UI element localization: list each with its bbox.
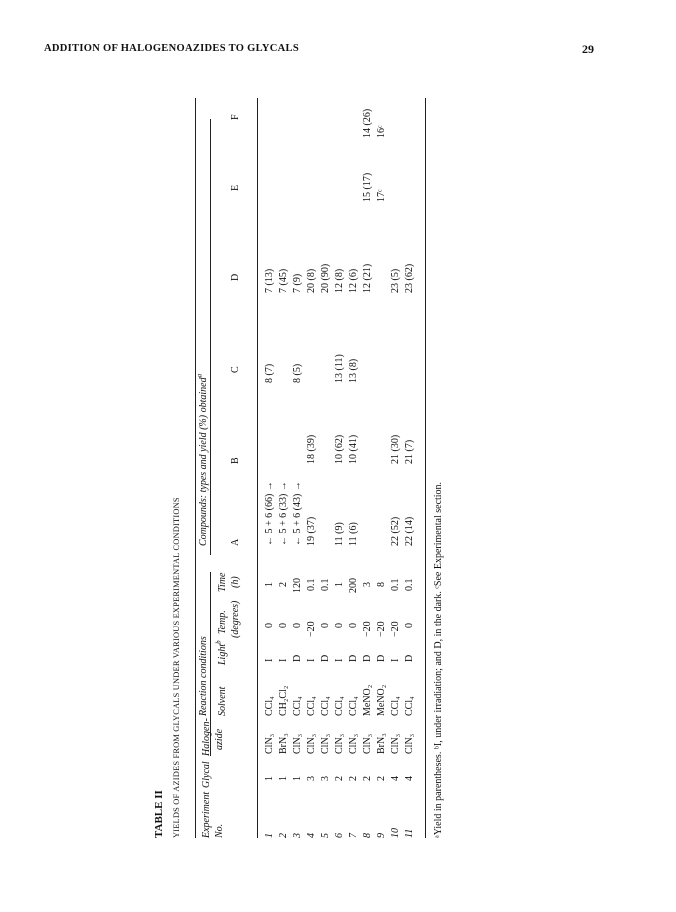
cell-light: I: [278, 658, 289, 662]
cell-no: 8: [362, 833, 373, 838]
cell-time: 0.1: [320, 578, 331, 591]
cell-no: 9: [376, 833, 387, 838]
cell-azide: ClN₃: [390, 733, 401, 754]
cell-time: 0.1: [404, 578, 415, 591]
header-experiment: Experiment: [201, 791, 212, 838]
cell-glycal: 3: [306, 776, 317, 781]
cell-no: 2: [278, 833, 289, 838]
cell-azide: BrN₃: [376, 733, 387, 754]
header-reaction-conditions: Reaction conditions: [198, 636, 209, 716]
cell-temp: 0: [278, 623, 289, 628]
cell-time: 1: [334, 582, 345, 587]
cell-d: 20 (8): [306, 268, 317, 293]
cell-c: 13 (8): [348, 358, 359, 383]
cell-c: 8 (7): [264, 363, 275, 383]
cell-temp: 0: [404, 623, 415, 628]
cell-temp: −20: [376, 621, 387, 637]
cell-time: 120: [292, 578, 303, 593]
cell-time: 0.1: [306, 578, 317, 591]
cell-glycal: 1: [292, 776, 303, 781]
cell-glycal: 4: [404, 776, 415, 781]
cell-time: 0.1: [390, 578, 401, 591]
cell-solvent: CCl₄: [264, 696, 275, 716]
cell-c: 13 (11): [334, 354, 345, 383]
cell-no: 10: [390, 828, 401, 838]
cell-azide: BrN₃: [278, 733, 289, 754]
cell-light: D: [320, 654, 331, 662]
header-glycal: Glycal: [201, 761, 212, 788]
cell-glycal: 1: [278, 776, 289, 781]
cell-a: 11 (6): [348, 522, 359, 546]
header-azide: azide: [214, 728, 225, 750]
cell-a: 19 (37): [306, 516, 317, 546]
cell-d: 23 (62): [404, 263, 415, 293]
cell-solvent: MeNO₂: [362, 684, 373, 716]
table-caption: TABLE II: [153, 790, 165, 838]
header-no: No.: [214, 823, 225, 838]
table-footnote: ᵃYield in parentheses. ᵇI, under irradiation; and D, in the dark. ᶜSee Experimental section.: [433, 481, 444, 838]
cell-azide: ClN₃: [306, 733, 317, 754]
cell-light: D: [404, 654, 415, 662]
cell-d: 23 (5): [390, 268, 401, 293]
cell-b: 21 (7): [404, 439, 415, 464]
cell-no: 5: [320, 833, 331, 838]
cell-a: 11 (9): [334, 522, 345, 546]
cell-f: 14 (26): [362, 108, 373, 138]
cell-solvent: CCl₄: [320, 696, 331, 716]
header-col-d: D: [230, 273, 241, 281]
cell-temp: 0: [348, 623, 359, 628]
cell-glycal: 3: [320, 776, 331, 781]
cell-glycal: 2: [362, 776, 373, 781]
cell-no: 3: [292, 833, 303, 838]
header-hours: (h): [230, 576, 241, 588]
cell-a: 22 (14): [404, 516, 415, 546]
cell-solvent: CCl₄: [292, 696, 303, 716]
cell-temp: 0: [264, 623, 275, 628]
cell-temp: 0: [292, 623, 303, 628]
cell-light: D: [348, 654, 359, 662]
header-temp: Temp.: [217, 610, 228, 634]
cell-d: 12 (21): [362, 263, 373, 293]
cell-a: 22 (52): [390, 516, 401, 546]
running-header-title: ADDITION OF HALOGENOAZIDES TO GLYCALS: [44, 43, 299, 54]
cell-no: 11: [404, 828, 415, 838]
header-light: Light$^b$: [214, 640, 228, 665]
cell-solvent: CH₂Cl₂: [278, 685, 289, 716]
table-title: YIELDS OF AZIDES FROM GLYCALS UNDER VARIOUS EXPERIMENTAL CONDITIONS: [172, 497, 181, 838]
cell-a: ← 5 + 6 (33) →: [278, 481, 289, 546]
cell-d: 7 (45): [278, 268, 289, 293]
cell-d: 7 (13): [264, 268, 275, 293]
cell-d: 12 (8): [334, 268, 345, 293]
cell-temp: 0: [334, 623, 345, 628]
cell-light: D: [292, 654, 303, 662]
cell-a: ← 5 + 6 (43) →: [292, 481, 303, 546]
cell-azide: ClN₃: [362, 733, 373, 754]
cell-no: 7: [348, 833, 359, 838]
rotated-table: [153, 68, 493, 838]
cell-glycal: 4: [390, 776, 401, 781]
cell-glycal: 2: [334, 776, 345, 781]
header-col-f: F: [230, 114, 241, 120]
cell-solvent: CCl₄: [390, 696, 401, 716]
cell-e: 17ᶜ: [376, 189, 387, 202]
compounds-rule: [210, 119, 211, 555]
cell-light: I: [390, 658, 401, 662]
cell-light: I: [264, 658, 275, 662]
cell-no: 6: [334, 833, 345, 838]
cell-no: 1: [264, 833, 275, 838]
cell-light: I: [334, 658, 345, 662]
cell-d: 12 (6): [348, 268, 359, 293]
cell-azide: ClN₃: [348, 733, 359, 754]
header-solvent: Solvent: [217, 686, 228, 716]
header-col-e: E: [230, 184, 241, 191]
cell-solvent: CCl₄: [404, 696, 415, 716]
cell-time: 2: [278, 582, 289, 587]
cell-d: 20 (90): [320, 263, 331, 293]
cell-c: 8 (5): [292, 363, 303, 383]
cell-solvent: CCl₄: [306, 696, 317, 716]
cell-azide: ClN₃: [264, 733, 275, 754]
cell-azide: ClN₃: [334, 733, 345, 754]
header-halogen: Halogen-: [201, 718, 212, 756]
cell-b: 18 (39): [306, 434, 317, 464]
cell-time: 3: [362, 582, 373, 587]
cell-temp: 0: [320, 623, 331, 628]
cell-solvent: MeNO₂: [376, 684, 387, 716]
header-rule: [257, 98, 258, 838]
cell-time: 8: [376, 582, 387, 587]
cell-temp: −20: [390, 621, 401, 637]
cell-no: 4: [306, 833, 317, 838]
header-time: Time: [217, 572, 228, 592]
header-col-b: B: [230, 457, 241, 464]
cell-glycal: 2: [348, 776, 359, 781]
cell-b: 10 (62): [334, 434, 345, 464]
cell-glycal: 2: [376, 776, 387, 781]
cell-d: 7 (9): [292, 273, 303, 293]
cell-solvent: CCl₄: [334, 696, 345, 716]
cell-a: ← 5 + 6 (66) →: [264, 481, 275, 546]
cell-f: 16ᶜ: [376, 125, 387, 138]
cell-light: D: [376, 654, 387, 662]
header-compounds: Compounds: types and yield (%) obtained$^a$: [195, 373, 209, 546]
cell-solvent: CCl₄: [348, 696, 359, 716]
cell-temp: −20: [362, 621, 373, 637]
cell-e: 15 (17): [362, 172, 373, 202]
cell-b: 21 (30): [390, 434, 401, 464]
cell-azide: ClN₃: [404, 733, 415, 754]
header-col-c: C: [230, 366, 241, 373]
cell-azide: ClN₃: [292, 733, 303, 754]
cell-time: 1: [264, 582, 275, 587]
cell-azide: ClN₃: [320, 733, 331, 754]
header-col-a: A: [230, 538, 241, 546]
bottom-rule: [425, 98, 426, 838]
header-degrees: (degrees): [230, 600, 241, 638]
cell-light: D: [362, 654, 373, 662]
cell-temp: −20: [306, 621, 317, 637]
cell-glycal: 1: [264, 776, 275, 781]
page-number: 29: [582, 42, 594, 56]
cell-time: 200: [348, 578, 359, 593]
cell-light: I: [306, 658, 317, 662]
top-rule: [195, 98, 196, 838]
cell-b: 10 (41): [348, 434, 359, 464]
